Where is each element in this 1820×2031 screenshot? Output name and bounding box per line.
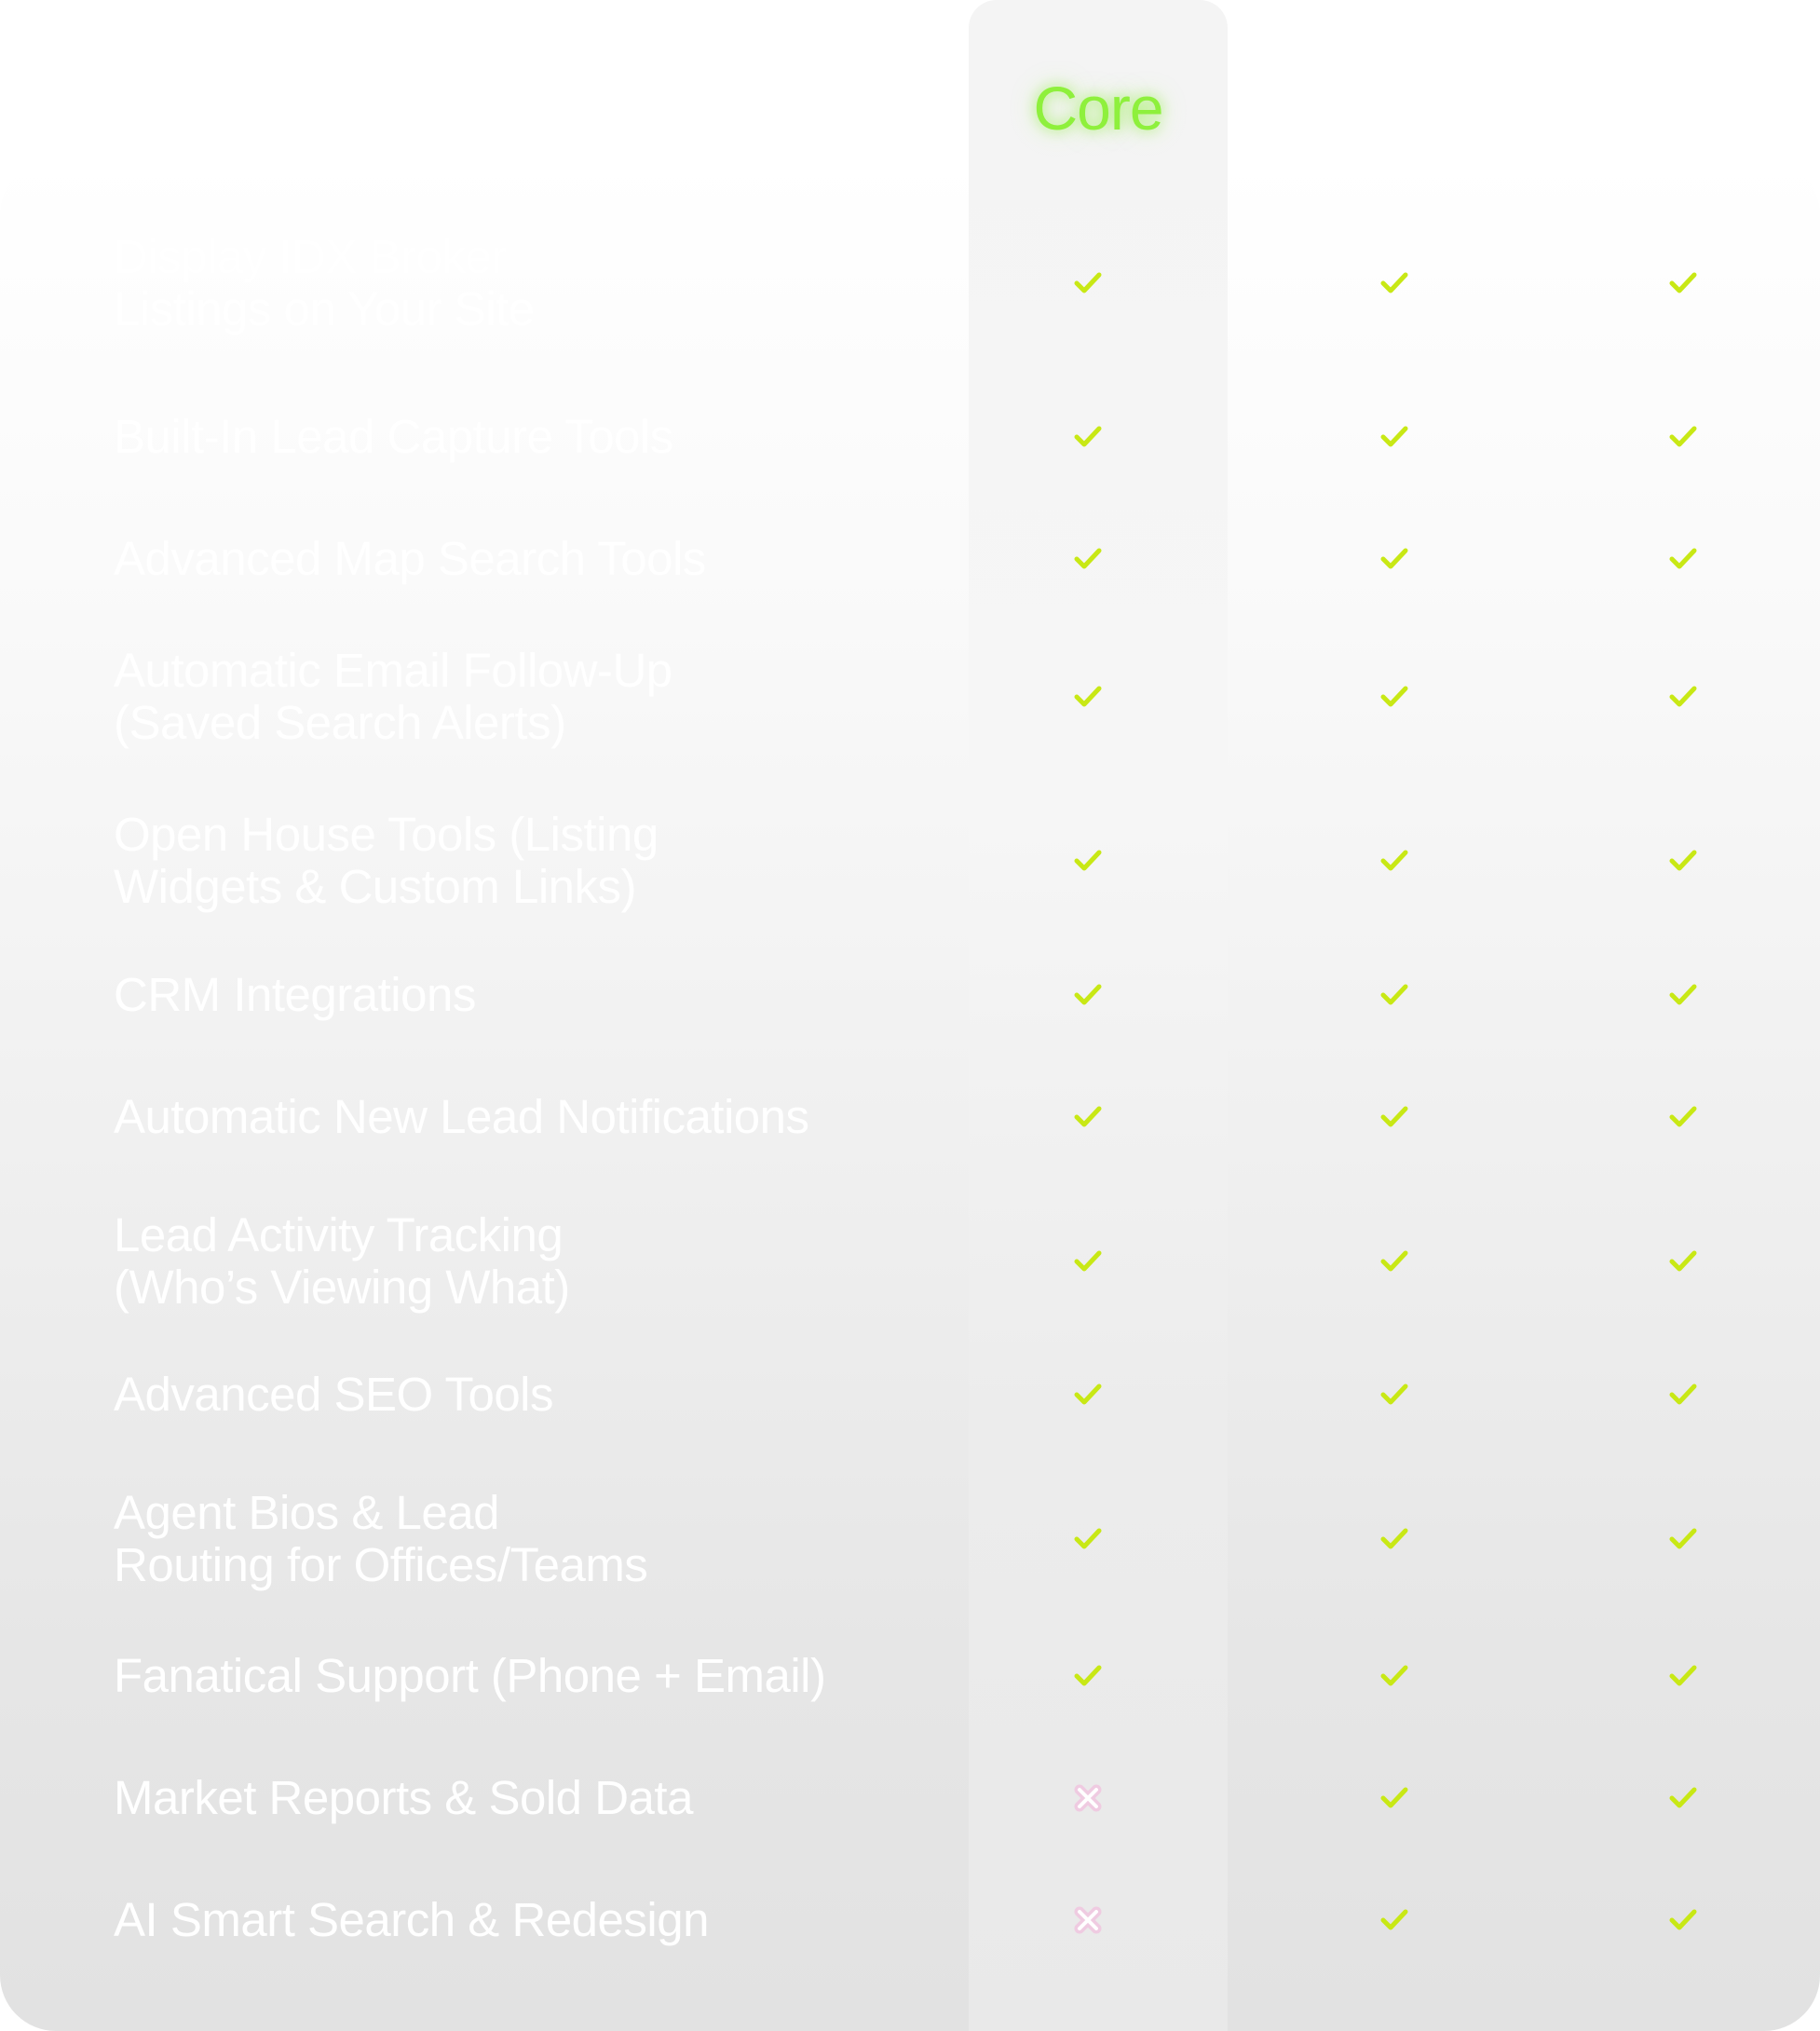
feature-label: Automatic New Lead Notifications: [114, 1090, 809, 1143]
check-icon: [1060, 833, 1116, 889]
check-icon: [1060, 967, 1116, 1023]
check-icon: [1655, 1770, 1711, 1826]
cross-icon: [1060, 1892, 1116, 1948]
check-icon: [1366, 1089, 1422, 1145]
check-icon: [1655, 833, 1711, 889]
feature-label: Fanatical Support (Phone + Email): [114, 1649, 826, 1702]
feature-label: Advanced SEO Tools: [114, 1368, 554, 1421]
check-icon: [1060, 669, 1116, 725]
feature-label: Lead Activity Tracking (Who’s Viewing What): [114, 1208, 570, 1314]
check-icon: [1060, 1234, 1116, 1289]
check-icon: [1060, 1511, 1116, 1567]
check-icon: [1366, 1892, 1422, 1948]
check-icon: [1060, 1367, 1116, 1423]
check-icon: [1655, 1892, 1711, 1948]
check-icon: [1655, 1648, 1711, 1704]
feature-label: Open House Tools (Listing Widgets & Custom Links): [114, 808, 659, 913]
check-icon: [1060, 1089, 1116, 1145]
feature-label: Automatic Email Follow-Up (Saved Search Alerts): [114, 644, 672, 749]
feature-label: Display IDX Broker Listings on Your Site: [114, 230, 535, 335]
check-icon: [1655, 669, 1711, 725]
check-icon: [1655, 967, 1711, 1023]
feature-label: Market Reports & Sold Data: [114, 1771, 693, 1824]
check-icon: [1366, 1234, 1422, 1289]
check-icon: [1366, 1648, 1422, 1704]
cross-icon: [1060, 1770, 1116, 1826]
check-icon: [1366, 531, 1422, 587]
feature-label: Advanced Map Search Tools: [114, 532, 706, 585]
check-icon: [1366, 669, 1422, 725]
plan-title-core: Core: [1033, 74, 1163, 143]
check-icon: [1655, 1089, 1711, 1145]
check-icon: [1366, 1367, 1422, 1423]
check-icon: [1060, 409, 1116, 465]
feature-label: Built-In Lead Capture Tools: [114, 410, 673, 463]
feature-label: CRM Integrations: [114, 968, 476, 1021]
check-icon: [1655, 255, 1711, 311]
feature-label: Agent Bios & Lead Routing for Offices/Teams: [114, 1486, 648, 1591]
check-icon: [1366, 967, 1422, 1023]
check-icon: [1060, 531, 1116, 587]
check-icon: [1366, 1511, 1422, 1567]
check-icon: [1366, 1770, 1422, 1826]
check-icon: [1655, 531, 1711, 587]
check-icon: [1655, 1234, 1711, 1289]
check-icon: [1655, 1367, 1711, 1423]
check-icon: [1655, 409, 1711, 465]
check-icon: [1366, 833, 1422, 889]
check-icon: [1655, 1511, 1711, 1567]
check-icon: [1366, 255, 1422, 311]
check-icon: [1060, 255, 1116, 311]
check-icon: [1060, 1648, 1116, 1704]
feature-label: AI Smart Search & Redesign: [114, 1893, 709, 1946]
check-icon: [1366, 409, 1422, 465]
